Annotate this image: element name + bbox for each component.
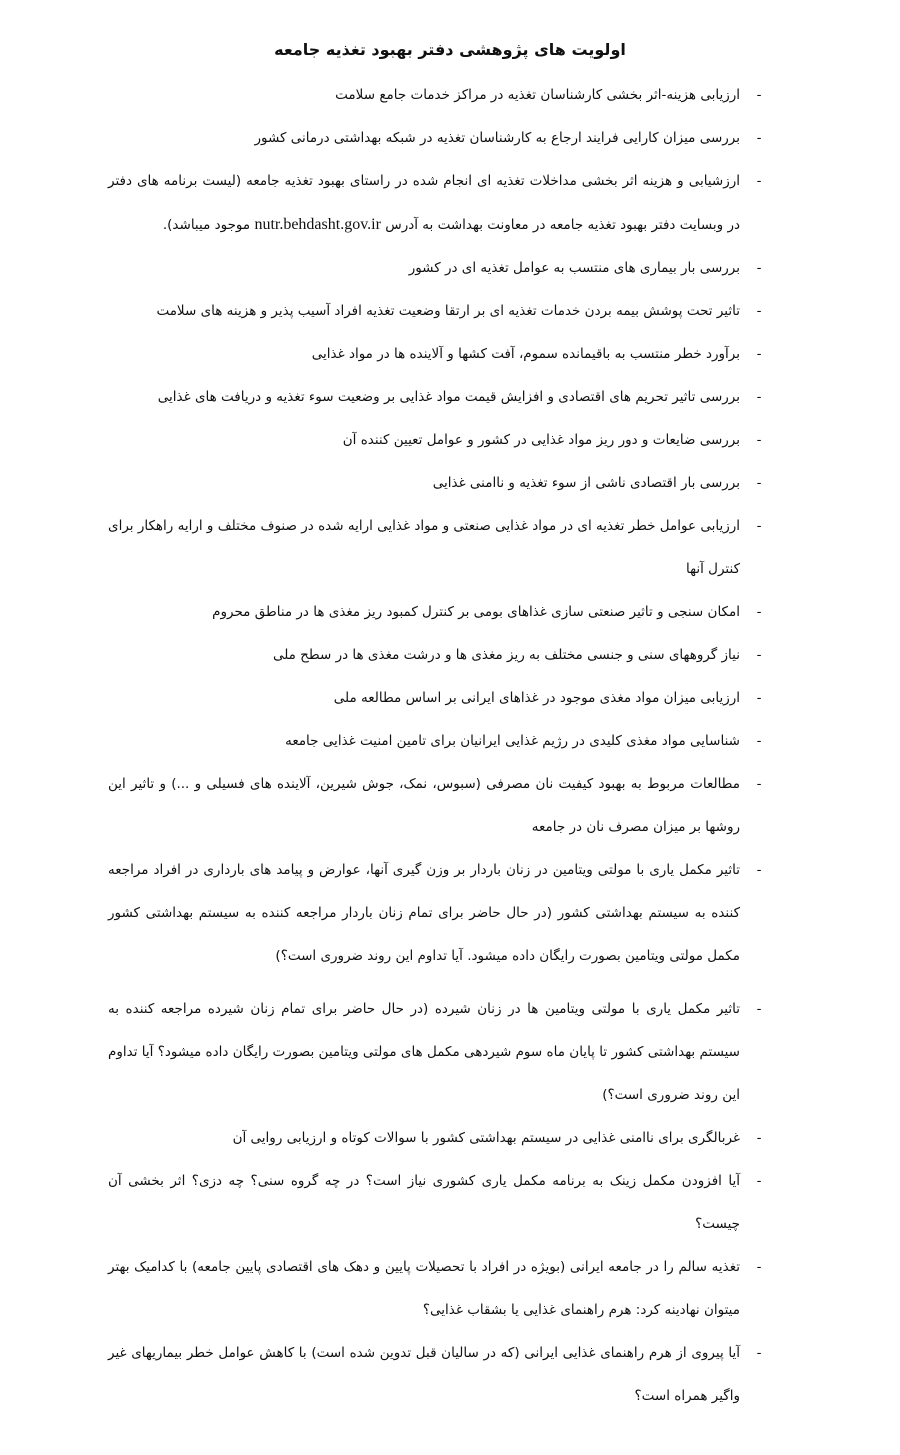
list-item-text: بررسی بار اقتصادی ناشی از سوء تغذیه و ناامنی غذایی (432, 475, 740, 491)
list-item-text: بررسی بار بیماری های منتسب به عوامل تغذیه ای در کشور (408, 260, 740, 276)
list-item-text: آیا افزودن مکمل زینک به برنامه مکمل یاری کشوری نیاز است؟ در چه گروه سنی؟ چه دزی؟ اثر بخشی آن چیست؟ (108, 1173, 740, 1232)
list-item-text: ارزشیابی و هزینه اثر بخشی مداخلات تغذیه ای انجام شده در راستای بهبود تغذیه جامعه (لیست برنامه های دفتر در وبسایت دفتر بهبود تغذیه جامعه در معاونت بهداشت به آدرس nutr.behdasht.gov.ir موجود میباشد). (108, 173, 740, 233)
bullet-dash: - (756, 1345, 762, 1361)
page-title: اولویت های پژوهشی دفتر بهبود تغذیه جامعه (274, 40, 626, 59)
bullet-dash: - (756, 776, 762, 792)
bullet-dash: - (756, 475, 762, 491)
list-item-text: بررسی ضایعات و دور ریز مواد غذایی در کشور و عوامل تعیین کننده آن (342, 432, 740, 448)
bullet-dash: - (756, 432, 762, 448)
list-item-text: برآورد خطر منتسب به باقیمانده سموم، آفت کشها و آلاینده ها در مواد غذایی (311, 346, 740, 362)
list-item-text: شناسایی مواد مغذی کلیدی در رژیم غذایی ایرانیان برای تامین امنیت غذایی جامعه (285, 733, 740, 749)
list-item-text: تاثیر مکمل یاری با مولتی ویتامین در زنان باردار بر وزن گیری آنها، عوارض و پیامد های بارداری در افراد مراجعه کننده به سیستم بهداشتی کشور (در حال حاضر برای تمام زنان باردار مراجعه کننده به سیستم بهداشتی کشور مکمل مولتی ویتامین بصورت رایگان داده میشود. آیا تداوم این روند ضروری است؟) (108, 862, 740, 964)
list-item (108, 462, 762, 505)
list-item-text: بررسی میزان کارایی فرایند ارجاع به کارشناسان تغذیه در شبکه بهداشتی درمانی کشور (254, 130, 740, 146)
bullet-dash: - (756, 1259, 762, 1275)
list-item (108, 290, 762, 333)
bullet-dash: - (756, 346, 762, 362)
list-item (108, 634, 762, 677)
research-priorities-list (0, 74, 900, 1418)
list-item (108, 1160, 762, 1246)
list-item-text: آیا پیروی از هرم راهنمای غذایی ایرانی (که در سالیان قبل تدوین شده است) با کاهش عوامل خطر بیماریهای غیر واگیر همراه است؟ (108, 1345, 740, 1404)
bullet-dash: - (756, 1173, 762, 1189)
list-item (108, 376, 762, 419)
bullet-dash: - (756, 173, 762, 189)
bullet-dash: - (756, 604, 762, 620)
list-item-text: ارزیابی میزان مواد مغذی موجود در غذاهای ایرانی بر اساس مطالعه ملی (333, 690, 740, 706)
list-item (108, 74, 762, 117)
bullet-dash: - (756, 647, 762, 663)
list-item (108, 505, 762, 591)
bullet-dash: - (756, 518, 762, 534)
list-item (108, 419, 762, 462)
bullet-dash: - (756, 733, 762, 749)
bullet-dash: - (756, 690, 762, 706)
list-item-text: بررسی تاثیر تحریم های اقتصادی و افزایش قیمت مواد غذایی بر وضعیت سوء تغذیه و دریافت های غذایی (157, 389, 740, 405)
list-item (108, 247, 762, 290)
website-address: nutr.behdasht.gov.ir (254, 216, 381, 233)
list-item (108, 763, 762, 849)
list-item-text: مطالعات مربوط به بهبود کیفیت نان مصرفی (سبوس، نمک، جوش شیرین، آلاینده های فسیلی و ...) و تاثیر این روشها بر میزان مصرف نان در جامعه (108, 776, 740, 835)
list-item-text: تاثیر مکمل یاری با مولتی ویتامین ها در زنان شیرده (در حال حاضر برای تمام زنان شیرده مراجعه کننده به سیستم بهداشتی کشور تا پایان ماه سوم شیردهی مکمل های مولتی ویتامین بصورت رایگان داده میشود؟ آیا تداوم این روند ضروری است؟) (108, 1001, 740, 1103)
list-item-text: نیاز گروههای سنی و جنسی مختلف به ریز مغذی ها و درشت مغذی ها در سطح ملی (272, 647, 740, 663)
bullet-dash: - (756, 862, 762, 878)
bullet-dash: - (756, 87, 762, 103)
list-item (108, 988, 762, 1117)
list-item-text: امکان سنجی و تاثیر صنعتی سازی غذاهای بومی بر کنترل کمبود ریز مغذی ها در مناطق محروم (212, 604, 740, 620)
list-item (108, 333, 762, 376)
bullet-dash: - (756, 1001, 762, 1017)
bullet-dash: - (756, 389, 762, 405)
bullet-dash: - (756, 303, 762, 319)
bullet-dash: - (756, 260, 762, 276)
bullet-dash: - (756, 130, 762, 146)
list-item-text: غربالگری برای ناامنی غذایی در سیستم بهداشتی کشور با سوالات کوتاه و ارزیابی روایی آن (232, 1130, 740, 1146)
list-item (108, 720, 762, 763)
list-item (108, 677, 762, 720)
list-item (108, 1332, 762, 1418)
list-item-text: ارزیابی هزینه-اثر بخشی کارشناسان تغذیه در مراکز خدمات جامع سلامت (335, 87, 740, 103)
list-item (108, 1246, 762, 1332)
list-item (108, 117, 762, 160)
list-item (108, 591, 762, 634)
list-item (108, 1117, 762, 1160)
bullet-dash: - (756, 1130, 762, 1146)
list-item-text: ارزیابی عوامل خطر تغذیه ای در مواد غذایی صنعتی و مواد غذایی ارایه شده در صنوف مختلف و ارایه راهکار برای کنترل آنها (108, 518, 740, 577)
list-item-text: تغذیه سالم را در جامعه ایرانی (بویژه در افراد با تحصیلات پایین و دهک های اقتصادی پایین جامعه) با کدامیک بهتر میتوان نهادینه کرد: هرم راهنمای غذایی یا بشقاب غذایی؟ (108, 1259, 740, 1318)
list-item (108, 160, 762, 247)
list-item (108, 849, 762, 978)
list-item-text: تاثیر تحت پوشش بیمه بردن خدمات تغذیه ای بر ارتقا وضعیت تغذیه افراد آسیب پذیر و هزینه های سلامت (156, 303, 740, 319)
